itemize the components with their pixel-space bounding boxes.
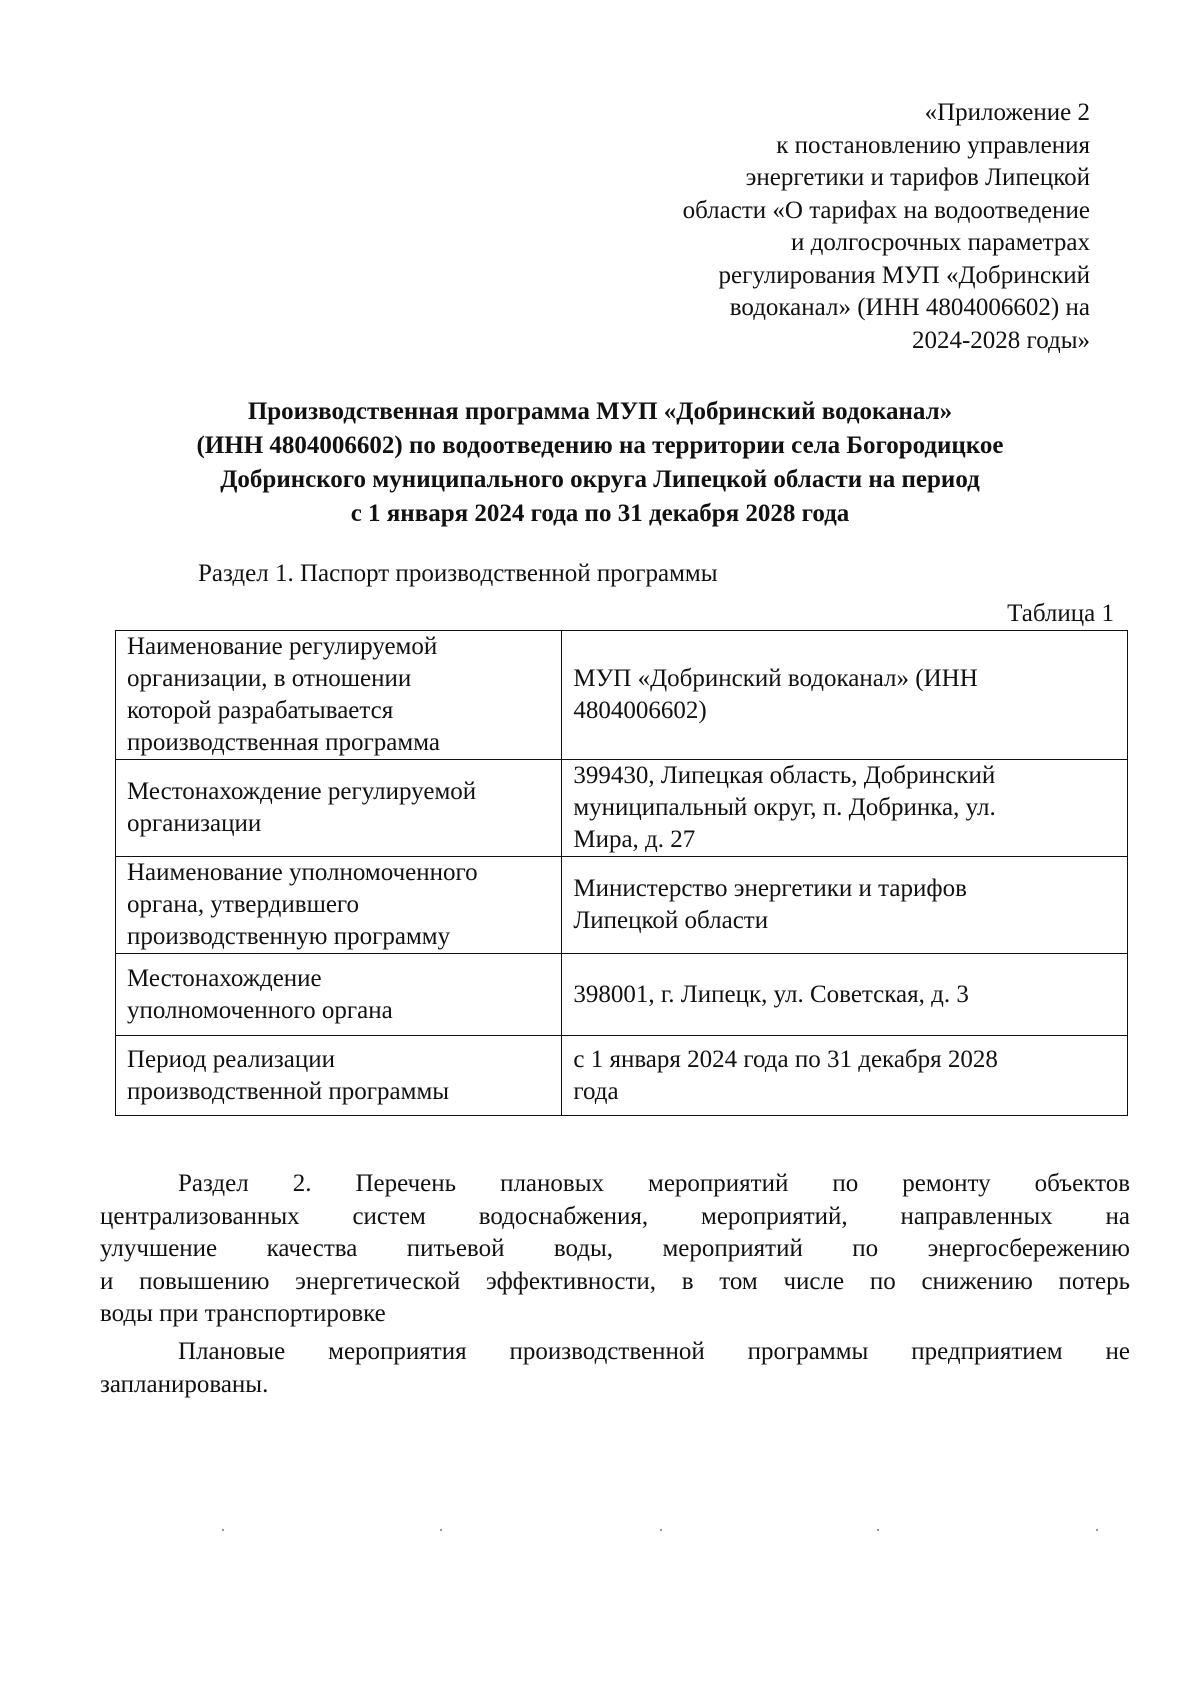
section-2-line: централизованных систем водоснабжения, мероприятий, направленных на xyxy=(100,1202,1130,1230)
scan-dot xyxy=(440,1529,442,1531)
table-row xyxy=(116,631,1128,760)
table-cell-label xyxy=(116,1036,562,1116)
cell-text: Министерство энергетики и тарифов Липецкой области xyxy=(573,875,967,934)
appendix-line: 2024-2028 годы» xyxy=(911,326,1090,354)
appendix-line: к постановлению управления xyxy=(776,131,1090,159)
table-cell-value xyxy=(562,954,1128,1036)
appendix-line: регулирования МУП «Добринский xyxy=(718,261,1090,289)
cell-text: 399430, Липецкая область, Добринский муниципальный округ, п. Добринка, ул. Мира, д. 27 xyxy=(573,762,996,853)
planned-measures-paragraph xyxy=(100,1335,1130,1401)
cell-text: Период реализации производственной программы xyxy=(127,1045,450,1105)
title-line: Добринского муниципального округа Липецкой области на период xyxy=(220,466,980,493)
table-cell-value xyxy=(562,857,1128,954)
cell-text: МУП «Добринский водоканал» (ИНН 4804006602) xyxy=(573,665,978,724)
appendix-line: области «О тарифах на водоотведение xyxy=(682,196,1090,224)
cell-text: Наименование регулируемой организации, в отношении которой разрабатывается производственная программа xyxy=(127,633,440,756)
section-2-heading xyxy=(100,1168,1130,1331)
cell-text: 398001, г. Липецк, ул. Советская, д. 3 xyxy=(573,980,969,1008)
table-cell-value xyxy=(562,760,1128,857)
cell-text: Местонахождение уполномоченного органа xyxy=(127,964,393,1024)
title-line: с 1 января 2024 года по 31 декабря 2028 года xyxy=(350,500,850,527)
title-line: (ИНН 4804006602) по водоотведению на территории села Богородицкое xyxy=(196,432,1004,459)
section-1-heading: Раздел 1. Паспорт производственной программы xyxy=(198,560,718,587)
cell-text: Наименование уполномоченного органа, утвердившего производственную программу xyxy=(127,859,478,950)
paragraph-line: Плановые мероприятия производственной программы предприятием не xyxy=(178,1338,1130,1365)
document-title xyxy=(100,395,1100,531)
scan-dot xyxy=(660,1529,662,1531)
appendix-line: и долгосрочных параметрах xyxy=(790,229,1090,256)
appendix-line: «Приложение 2 xyxy=(924,99,1090,126)
appendix-reference xyxy=(560,97,1090,357)
title-line: Производственная программа МУП «Добринский водоканал» xyxy=(247,398,953,425)
table-row xyxy=(116,954,1128,1036)
scan-artifact-dots xyxy=(0,1525,1200,1535)
cell-text: Местонахождение регулируемой организации xyxy=(127,778,477,837)
table-label: Таблица 1 xyxy=(1007,600,1114,627)
section-2-line: Раздел 2. Перечень плановых мероприятий по ремонту объектов xyxy=(178,1170,1130,1197)
table-cell-label xyxy=(116,954,562,1036)
passport-table xyxy=(115,630,1128,1116)
appendix-line: водоканал» (ИНН 4804006602) на xyxy=(729,294,1090,321)
section-2-line: и повышению энергетической эффективности, в том числе по снижению потерь xyxy=(100,1267,1130,1295)
table-cell-value xyxy=(562,631,1128,760)
table-row xyxy=(116,1036,1128,1116)
scan-dot xyxy=(877,1529,879,1531)
appendix-line: энергетики и тарифов Липецкой xyxy=(745,164,1090,191)
table-cell-value xyxy=(562,1036,1128,1116)
scan-dot xyxy=(222,1529,224,1531)
table-cell-label xyxy=(116,760,562,857)
table-cell-label xyxy=(116,857,562,954)
paragraph-line: запланированы. xyxy=(100,1371,269,1398)
cell-text: с 1 января 2024 года по 31 декабря 2028 года xyxy=(573,1045,998,1105)
scan-dot xyxy=(1096,1529,1098,1531)
table-row xyxy=(116,760,1128,857)
section-2-line: воды при транспортировке xyxy=(100,1300,386,1327)
table-cell-label xyxy=(116,631,562,760)
section-2-line: улучшение качества питьевой воды, мероприятий по энергосбережению xyxy=(100,1235,1130,1262)
table-row xyxy=(116,857,1128,954)
